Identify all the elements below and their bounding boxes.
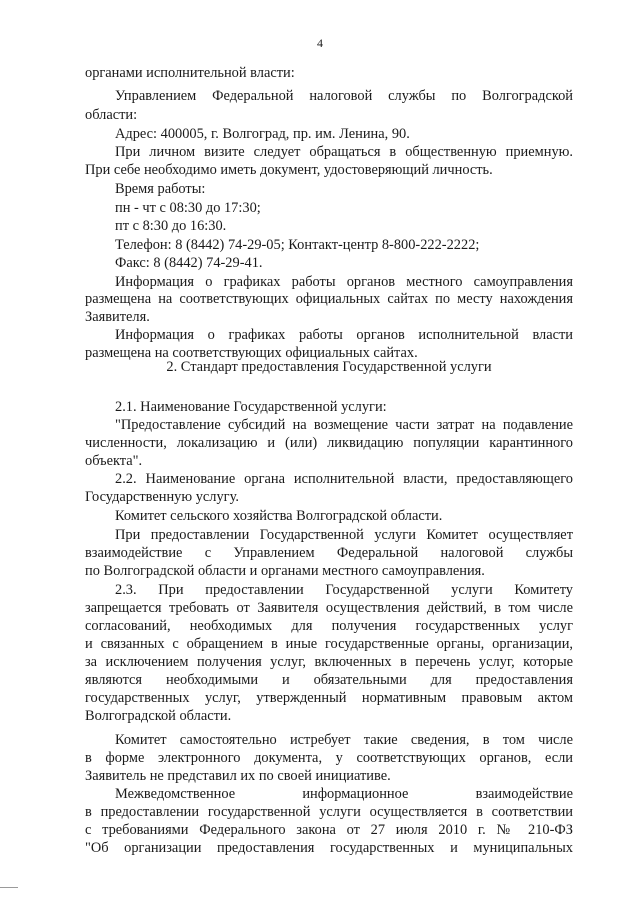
text-line: запрещается требовать от Заявителя осуществления действий, в том числе: [85, 600, 573, 616]
text-line: по Волгоградской области и органами местного самоуправления.: [85, 563, 485, 579]
text-line: в форме электронного документа, у соответствующих органов, если: [85, 750, 573, 766]
fax-line: Факс: 8 (8442) 74-29-41.: [115, 255, 263, 271]
text-line: согласований, необходимых для получения государственных услуг: [85, 618, 573, 634]
text-line: области:: [85, 107, 138, 123]
text-line: При личном визите следует обращаться в общественную приемную.: [115, 144, 573, 160]
hours-heading: Время работы:: [115, 181, 206, 197]
text-line: являются необходимыми и обязательными для предоставления: [85, 672, 573, 688]
text-line: 2.2. Наименование органа исполнительной власти, предоставляющего: [115, 471, 573, 487]
address-line: Адрес: 400005, г. Волгоград, пр. им. Ленина, 90.: [115, 126, 410, 142]
text-line: Государственную услугу.: [85, 489, 239, 505]
text-line: "Предоставление субсидий на возмещение части затрат на подавление: [115, 417, 573, 433]
text-line: с требованиями Федерального закона от 27 июля 2010 г. № 210-ФЗ: [85, 822, 573, 838]
text-line: Комитет самостоятельно истребует такие сведения, в том числе: [115, 732, 573, 748]
text-line: численности, локализацию и (или) ликвидацию популяции карантинного: [85, 435, 573, 451]
text-line: 2.1. Наименование Государственной услуги:: [115, 399, 387, 415]
phone-line: Телефон: 8 (8442) 74-29-05; Контакт-центр 8-800-222-2222;: [115, 237, 480, 253]
text-line: Управлением Федеральной налоговой службы по Волгоградской: [115, 88, 573, 104]
text-line: Волгоградской области.: [85, 708, 232, 724]
section-heading: 2. Стандарт предоставления Государственной услуги: [166, 359, 492, 375]
text-line: "Об организации предоставления государственных и муниципальных: [85, 840, 573, 856]
text-line: размещена на соответствующих официальных сайтах по месту нахождения: [85, 291, 573, 307]
text-line: Заявитель не представил их по своей инициативе.: [85, 768, 391, 784]
text-line: взаимодействие с Управлением Федеральной налоговой службы: [85, 545, 573, 561]
text-line: объекта".: [85, 453, 143, 469]
scan-edge-mark: [0, 887, 18, 888]
text-line: Комитет сельского хозяйства Волгоградской области.: [115, 508, 443, 524]
text-line: размещена на соответствующих официальных сайтах.: [85, 345, 418, 361]
page-number: 4: [317, 36, 323, 50]
text-line: 2.3. При предоставлении Государственной услуги Комитету: [115, 582, 573, 598]
text-line: государственных услуг, утвержденный нормативным правовым актом: [85, 690, 573, 706]
text-line: Заявителя.: [85, 309, 150, 325]
text-line: Информация о графиках работы органов исполнительной власти: [115, 327, 573, 343]
hours-line: пт с 8:30 до 16:30.: [115, 218, 227, 234]
hours-line: пн - чт с 08:30 до 17:30;: [115, 200, 261, 216]
text-line: органами исполнительной власти:: [85, 65, 295, 81]
text-line: в предоставлении государственной услуги осуществляется в соответствии: [85, 804, 573, 820]
text-line: При предоставлении Государственной услуги Комитет осуществляет: [115, 527, 573, 543]
text-line: Межведомственное информационное взаимодействие: [115, 786, 573, 802]
text-line: и связанных с обращением в иные государственные органы, организации,: [85, 636, 573, 652]
text-line: При себе необходимо иметь документ, удостоверяющий личность.: [85, 162, 493, 178]
text-line: Информация о графиках работы органов местного самоуправления: [115, 274, 573, 290]
text-line: за исключением получения услуг, включенных в перечень услуг, которые: [85, 654, 573, 670]
